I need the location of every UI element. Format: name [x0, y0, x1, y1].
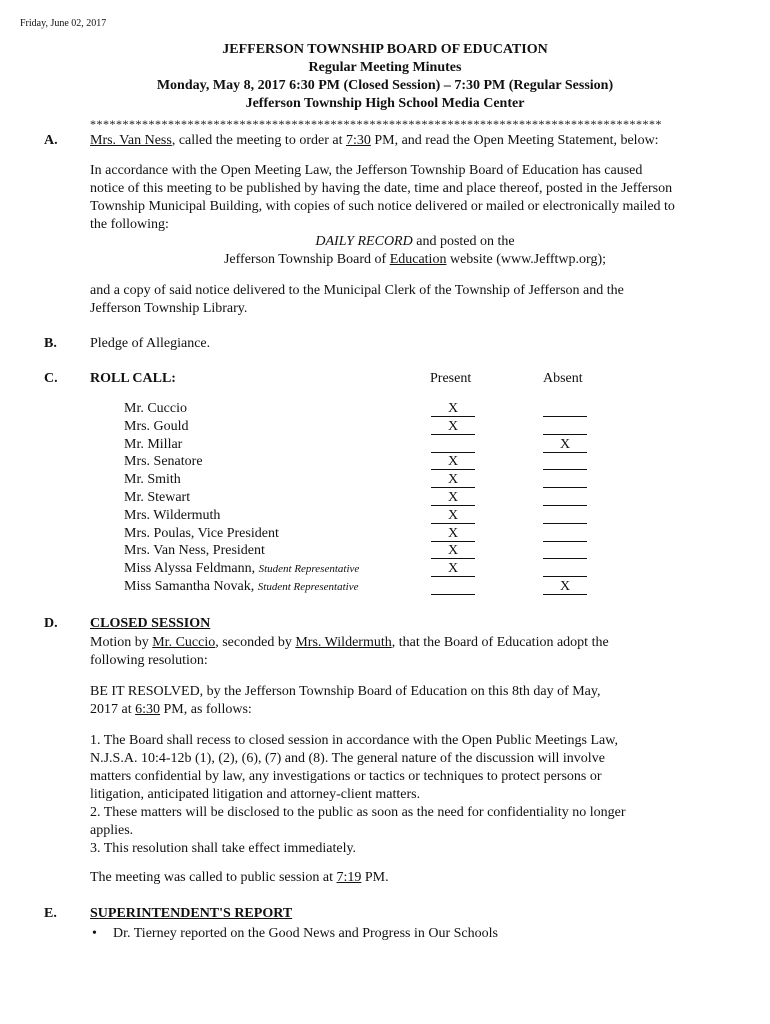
roll-call-member	[124, 419, 189, 435]
public-post: PM.	[361, 870, 389, 885]
public-time: 7:19	[336, 870, 362, 885]
roll-call-title: ROLL CALL:	[90, 371, 176, 386]
member-name: Mrs. Van Ness, President	[124, 543, 265, 559]
section-a-letter: A.	[44, 133, 58, 148]
resolution-item: 3. This resolution shall take effect immediately.	[90, 841, 357, 856]
absent-mark	[543, 419, 587, 435]
absent-mark	[543, 490, 587, 506]
meeting-date: Monday, May 8, 2017 6:30 PM (Closed Session) – 7:30 PM (Regular Session)	[156, 78, 614, 93]
resolution-item: litigation, anticipated litigation and attorney-client matters.	[90, 787, 421, 802]
seconded-by: Mrs. Wildermuth	[295, 635, 392, 650]
present-mark: X	[431, 419, 475, 435]
statement-line: In accordance with the Open Meeting Law, the Jefferson Township Board of Education has caused	[90, 163, 643, 178]
roll-call-member	[124, 472, 181, 488]
call-to-order-text: , called the meeting to order at	[171, 133, 346, 148]
absent-mark	[543, 526, 587, 542]
present-header: Present	[430, 371, 472, 386]
present-mark: X	[431, 490, 475, 506]
absent-header: Absent	[543, 371, 583, 386]
roll-call-member	[124, 508, 220, 524]
resolution-pre: 2017 at	[90, 702, 136, 717]
member-name: Mrs. Senatore	[124, 454, 203, 470]
call-to-order-time: 7:30	[345, 133, 371, 148]
present-mark: X	[431, 472, 475, 488]
member-name: Mr. Cuccio	[124, 401, 187, 416]
member-name: Mr. Millar	[124, 436, 183, 452]
newspaper-tail: and posted on the	[412, 234, 515, 249]
present-mark	[431, 579, 475, 595]
motion-post: , that the Board of Education adopt the	[391, 635, 609, 650]
roll-call-member	[124, 437, 182, 453]
present-mark: X	[431, 543, 475, 559]
section-b-letter: B.	[44, 336, 57, 351]
motion-pre: Motion by	[90, 635, 153, 650]
superintendent-report-title: SUPERINTENDENT'S REPORT	[90, 906, 293, 921]
section-d-letter: D.	[44, 616, 58, 631]
absent-mark	[543, 508, 587, 524]
document-title: JEFFERSON TOWNSHIP BOARD OF EDUCATION	[222, 42, 548, 57]
present-mark: X	[431, 508, 475, 524]
copy-line: Jefferson Township Library.	[90, 301, 248, 316]
motion-by: Mr. Cuccio	[152, 635, 216, 650]
resolution-line	[90, 702, 252, 718]
member-name: Mrs. Wildermuth	[124, 507, 221, 523]
absent-mark: X	[543, 579, 587, 595]
member-role: Student Representative	[258, 563, 360, 576]
member-name: Mr. Stewart	[124, 490, 191, 505]
notice-website	[90, 252, 740, 268]
resolution-line: BE IT RESOLVED, by the Jefferson Township Board of Education on this 8th day of May,	[90, 684, 601, 699]
website-pre: Jefferson Township Board of	[223, 252, 390, 267]
section-c-letter: C.	[44, 371, 58, 386]
copy-line: and a copy of said notice delivered to the Municipal Clerk of the Township of Jefferson and the	[90, 283, 624, 298]
report-item: Dr. Tierney reported on the Good News and Progress in Our Schools	[113, 926, 498, 941]
section-e-letter: E.	[44, 906, 57, 921]
resolution-post: PM, as follows:	[160, 702, 252, 717]
resolution-item: 1. The Board shall recess to closed session in accordance with the Open Public Meetings Law,	[90, 733, 618, 748]
roll-call-member	[124, 490, 190, 506]
roll-call-member	[124, 579, 358, 595]
motion-mid: , seconded by	[215, 635, 296, 650]
absent-mark	[543, 472, 587, 488]
presiding-officer: Mrs. Van Ness	[90, 133, 172, 148]
document-subtitle: Regular Meeting Minutes	[308, 60, 462, 75]
pledge: Pledge of Allegiance.	[90, 336, 211, 351]
present-mark: X	[431, 401, 475, 417]
roll-call-member	[124, 561, 359, 577]
absent-mark: X	[543, 437, 587, 453]
member-name: Miss Alyssa Feldmann,	[124, 561, 259, 577]
statement-line: Township Municipal Building, with copies of such notice delivered or mailed or electronically mailed to	[90, 199, 675, 214]
resolution-item: N.J.S.A. 10:4-12b (1), (2), (6), (7) and (8). The general nature of the discussion will involve	[90, 751, 605, 766]
resolution-item: applies.	[90, 823, 134, 838]
roll-call-member	[124, 454, 203, 470]
newspaper-name: DAILY RECORD	[315, 234, 413, 249]
absent-mark	[543, 401, 587, 417]
print-date: Friday, June 02, 2017	[20, 18, 107, 29]
motion-line	[90, 635, 609, 651]
resolution-item: matters confidential by law, any investigations or tactics or techniques to protect persons or	[90, 769, 602, 784]
present-mark	[431, 437, 475, 453]
website-link: Education	[389, 252, 447, 267]
present-mark: X	[431, 454, 475, 470]
member-name: Mr. Smith	[124, 472, 181, 488]
public-pre: The meeting was called to public session at	[90, 870, 337, 885]
call-to-order	[90, 133, 659, 149]
call-to-order-text-end: PM, and read the Open Meeting Statement, below:	[370, 133, 659, 148]
roll-call-member	[124, 401, 187, 417]
motion-line: following resolution:	[90, 653, 208, 668]
separator: ****************************************************************************************	[90, 117, 662, 131]
website-post: website (www.Jefftwp.org);	[446, 252, 606, 267]
absent-mark	[543, 454, 587, 470]
roll-call-member	[124, 526, 279, 542]
absent-mark	[543, 561, 587, 577]
member-name: Mrs. Gould	[124, 418, 189, 434]
present-mark: X	[431, 561, 475, 577]
present-mark: X	[431, 526, 475, 542]
bullet-icon: •	[92, 926, 97, 941]
absent-mark	[543, 543, 587, 559]
resolution-time: 6:30	[135, 702, 160, 717]
statement-line: the following:	[90, 217, 169, 232]
member-name: Miss Samantha Novak,	[124, 579, 258, 594]
public-session-line	[90, 870, 389, 886]
resolution-item: 2. These matters will be disclosed to the public as soon as the need for confidentiality no longer	[90, 805, 626, 820]
roll-call-member	[124, 543, 265, 559]
notice-newspaper	[90, 234, 740, 250]
member-role: Student Representative	[257, 581, 359, 593]
statement-line: notice of this meeting to be published by having the date, time and place thereof, posted in the Jefferson	[90, 181, 673, 196]
member-name: Mrs. Poulas, Vice President	[124, 525, 279, 541]
meeting-location: Jefferson Township High School Media Center	[245, 96, 525, 111]
closed-session-title: CLOSED SESSION	[90, 616, 211, 631]
